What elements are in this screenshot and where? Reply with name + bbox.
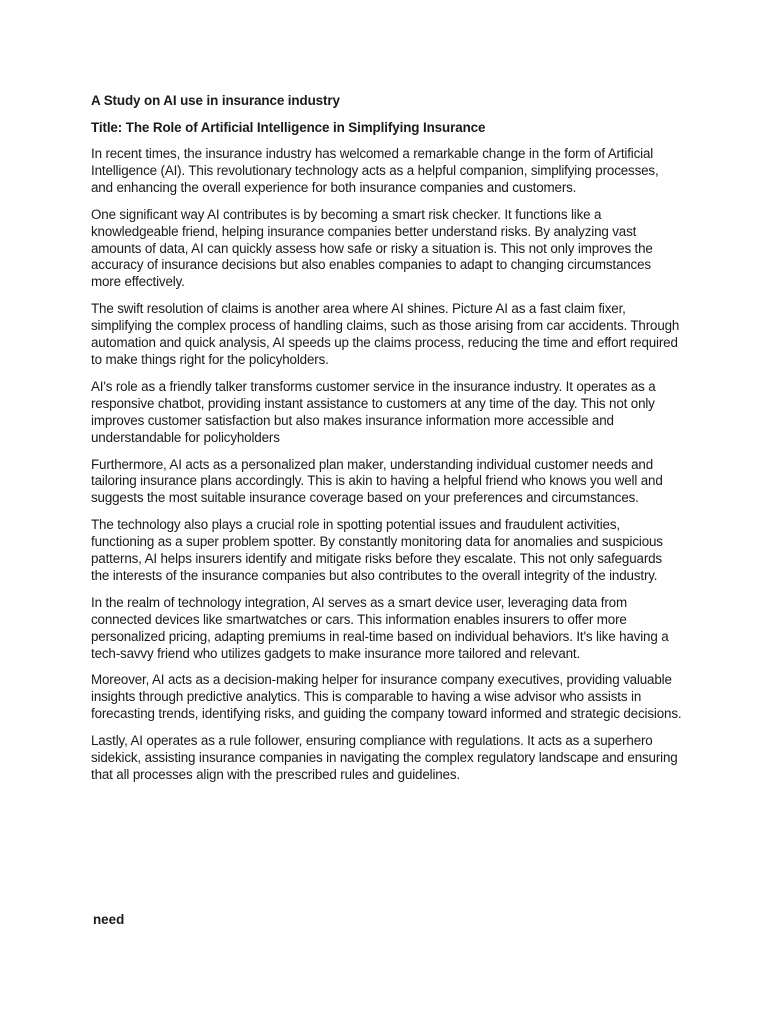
footer-text: need <box>93 912 125 927</box>
paragraph-compliance: Lastly, AI operates as a rule follower, ensuring compliance with regulations. It acts as a superhero sidekick, assisting insurance companies in navigating the complex regulatory landscape and ensuring that all processes align with the prescribed rules and guidelines. <box>91 733 678 782</box>
paragraph-connected-devices: In the realm of technology integration, AI serves as a smart device user, leveraging data from connected devices like smartwatches or cars. This information enables insurers to offer more personalized pricing, adapting premiums in real-time based on individual behaviors. It's like having a tech-savvy friend who utilizes gadgets to make insurance more tailored and relevant. <box>91 594 669 661</box>
paragraph-personalized-plans: Furthermore, AI acts as a personalized plan maker, understanding individual customer needs and tailoring insurance plans accordingly. This is akin to having a helpful friend who knows you well and suggests the most suitable insurance coverage based on your preferences and circumstances. <box>91 456 663 506</box>
document-body <box>91 92 683 794</box>
paragraph-decision-making: Moreover, AI acts as a decision-making helper for insurance company executives, providing valuable insights through predictive analytics. This is comparable to having a wise advisor who assists in forecasting trends, identifying risks, and guiding the company toward informed and strategic decisions. <box>91 672 682 722</box>
paragraph-intro: In recent times, the insurance industry has welcomed a remarkable change in the form of Artificial Intelligence (AI). This revolutionary technology acts as a helpful companion, simplifying processes, and enhancing the overall experience for both insurance companies and customers. <box>91 146 659 195</box>
paragraph-claims: The swift resolution of claims is another area where AI shines. Picture AI as a fast claim fixer, simplifying the complex process of handling claims, such as those arising from car accidents. Through automation and quick analysis, AI speeds up the claims process, reducing the time and effort required to make things right for the policyholders. <box>91 301 680 367</box>
study-heading: A Study on AI use in insurance industry <box>91 93 340 108</box>
document-title: Title: The Role of Artificial Intelligence in Simplifying Insurance <box>91 120 486 135</box>
paragraph-customer-service: AI's role as a friendly talker transforms customer service in the insurance industry. It operates as a responsive chatbot, providing instant assistance to customers at any time of the day. This not only improves customer satisfaction but also makes insurance information more accessible and understandable for policyholders <box>91 378 656 445</box>
paragraph-fraud-detection: The technology also plays a crucial role in spotting potential issues and fraudulent activities, functioning as a super problem spotter. By constantly monitoring data for anomalies and suspicious patterns, AI helps insurers identify and mitigate risks before they escalate. This not only safeguards the interests of the insurance companies but also contributes to the overall integrity of the industry. <box>91 517 663 583</box>
paragraph-risk-checker: One significant way AI contributes is by becoming a smart risk checker. It functions like a knowledgeable friend, helping insurance companies better understand risks. By analyzing vast amounts of data, AI can quickly assess how safe or risky a situation is. This not only improves the accuracy of insurance decisions but also enables companies to adapt to changing circumstances more effectively. <box>91 206 653 290</box>
